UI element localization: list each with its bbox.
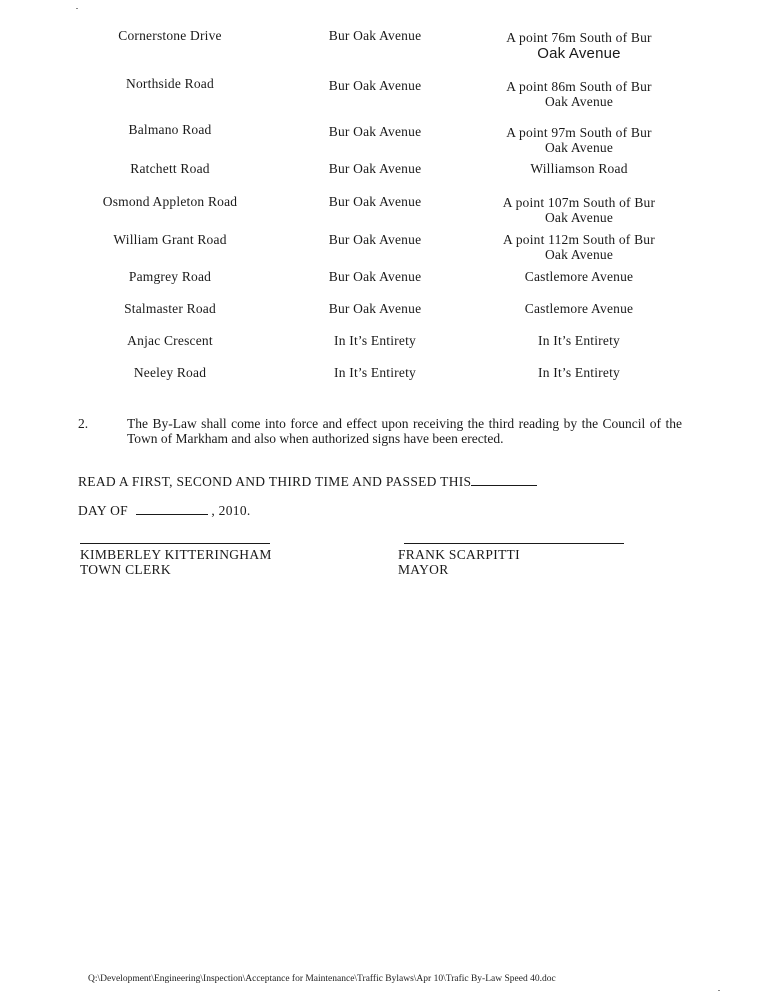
- to-location-line1: A point 112m South of Bur: [503, 232, 655, 247]
- street-name: Cornerstone Drive: [118, 28, 222, 43]
- clause-number: 2.: [78, 416, 89, 431]
- street-name: Osmond Appleton Road: [102, 194, 238, 209]
- reading-statement: [78, 474, 537, 490]
- to-location: [476, 79, 682, 109]
- clerk-name: KIMBERLEY KITTERINGHAM: [80, 547, 272, 562]
- month-blank: [136, 503, 208, 515]
- mayor-signature-block: [398, 547, 520, 577]
- clerk-signature-block: [80, 547, 272, 577]
- to-location-line2: Oak Avenue: [537, 45, 621, 62]
- to-location: [476, 125, 682, 155]
- street-name: William Grant Road: [113, 232, 227, 247]
- street-name: Ratchett Road: [130, 161, 210, 176]
- to-location: [476, 30, 682, 62]
- from-location: Bur Oak Avenue: [328, 28, 422, 43]
- from-location: Bur Oak Avenue: [328, 124, 422, 139]
- from-location: Bur Oak Avenue: [328, 269, 422, 284]
- to-location: [476, 232, 682, 262]
- street-name: Balmano Road: [128, 122, 212, 137]
- street-name: Northside Road: [126, 76, 214, 91]
- reading-statement-text: READ A FIRST, SECOND AND THIRD TIME AND PASSED THIS: [78, 474, 472, 489]
- to-location-line2: Oak Avenue: [544, 247, 614, 262]
- day-blank: [471, 474, 537, 486]
- date-prefix: DAY OF: [78, 503, 128, 518]
- street-name: Stalmaster Road: [124, 301, 216, 316]
- to-location-line1: A point 76m South of Bur: [506, 30, 652, 45]
- date-line: [78, 503, 251, 519]
- to-location: Castlemore Avenue: [524, 301, 634, 316]
- to-location-line1: A point 97m South of Bur: [506, 125, 652, 140]
- to-location: Castlemore Avenue: [524, 269, 634, 284]
- from-location: In It’s Entirety: [334, 333, 416, 348]
- clerk-title: TOWN CLERK: [80, 562, 171, 577]
- from-location: Bur Oak Avenue: [328, 161, 422, 176]
- from-location: Bur Oak Avenue: [328, 232, 422, 247]
- date-suffix: , 2010.: [211, 503, 251, 518]
- street-name: Neeley Road: [133, 365, 207, 380]
- from-location: Bur Oak Avenue: [328, 78, 422, 93]
- clerk-signature-line: [80, 543, 270, 544]
- to-location: [476, 195, 682, 225]
- to-location-line2: Oak Avenue: [544, 210, 614, 225]
- mayor-signature-line: [404, 543, 624, 544]
- to-location-line2: Oak Avenue: [544, 94, 614, 109]
- from-location: In It’s Entirety: [334, 365, 416, 380]
- mayor-name: FRANK SCARPITTI: [398, 547, 520, 562]
- clause-paragraph: [78, 416, 682, 446]
- street-name: Anjac Crescent: [127, 333, 213, 348]
- clause-text: The By-Law shall come into force and effect upon receiving the third reading by the Council of the Town of Markham and also when authorized signs have been erected.: [127, 416, 682, 446]
- from-location: Bur Oak Avenue: [328, 194, 422, 209]
- to-location-line1: A point 86m South of Bur: [506, 79, 652, 94]
- file-path-footer: Q:\Development\Engineering\Inspection\Acceptance for Maintenance\Traffic Bylaws\Apr 10\Trafic By-Law Speed 40.doc: [88, 974, 556, 984]
- to-location: In It’s Entirety: [538, 333, 620, 348]
- to-location: Williamson Road: [530, 161, 628, 176]
- street-name: Pamgrey Road: [128, 269, 212, 284]
- to-location-line1: A point 107m South of Bur: [502, 195, 656, 210]
- mayor-title: MAYOR: [398, 562, 449, 577]
- from-location: Bur Oak Avenue: [328, 301, 422, 316]
- scan-speck: [76, 8, 78, 9]
- scan-speck: [718, 990, 720, 991]
- to-location-line2: Oak Avenue: [544, 140, 614, 155]
- to-location: In It’s Entirety: [538, 365, 620, 380]
